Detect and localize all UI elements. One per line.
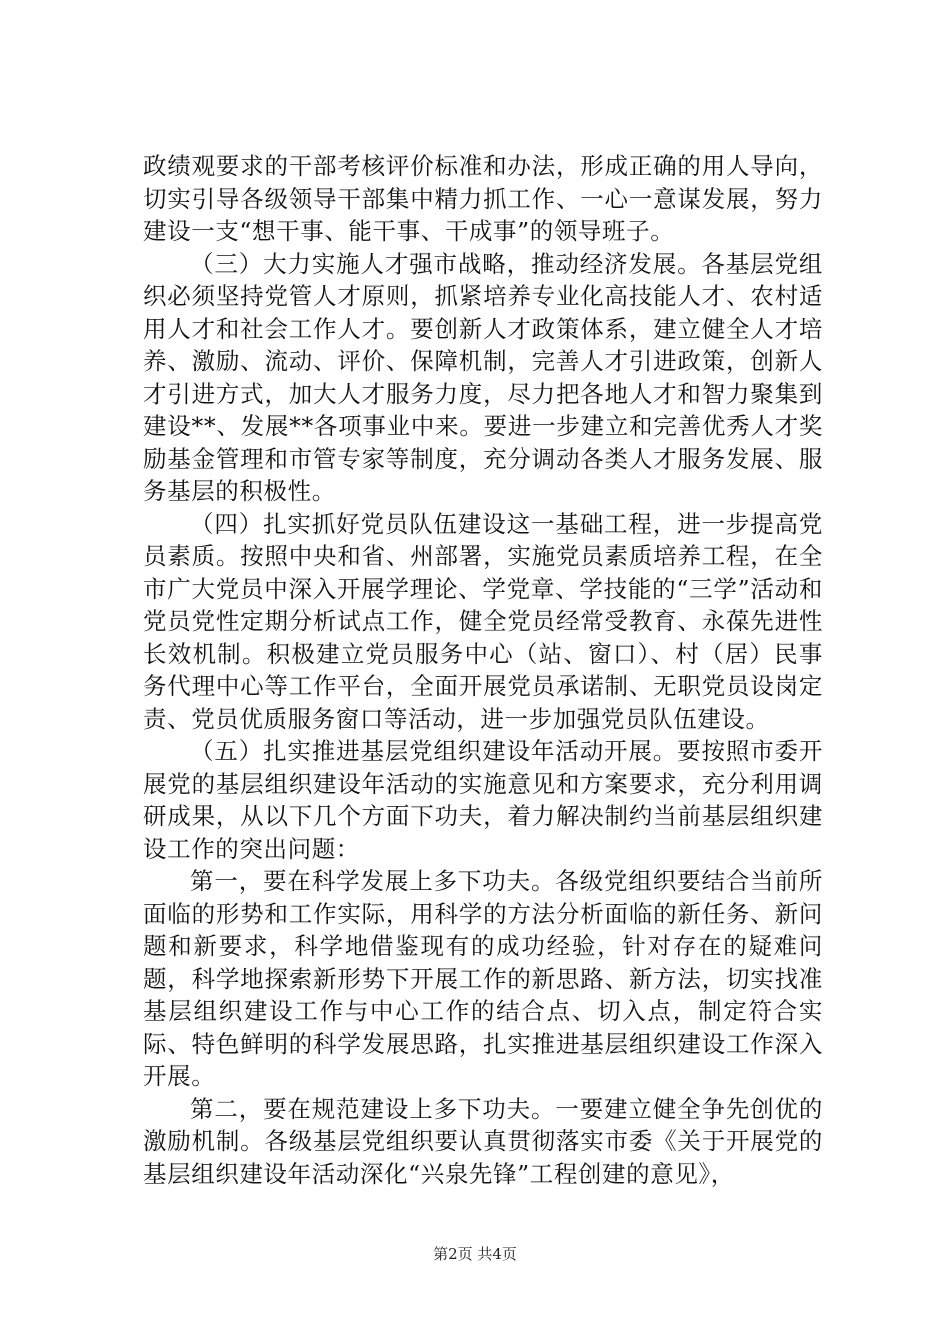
paragraph-1: 政绩观要求的干部考核评价标准和办法，形成正确的用人导向，切实引导各级领导干部集中精力抓工作、一心一意谋发展，努力建设一支“想干事、能干事、干成事”的领导班子。: [143, 152, 823, 245]
paragraph-6: 第二，要在规范建设上多下功夫。一要建立健全争先创优的激励机制。各级基层党组织要认真贯彻落实市委《关于开展党的基层组织建设年活动深化“兴泉先锋”工程创建的意见》，: [143, 1094, 823, 1188]
document-body: [143, 150, 823, 1190]
paragraph-4: （五）扎实推进基层党组织建设年活动开展。要按照市委开展党的基层组织建设年活动的实施意见和方案要求，充分利用调研成果，从以下几个方面下功夫，着力解决制约当前基层组织建设工作的突出问题：: [143, 737, 823, 863]
paragraph-3: （四）扎实抓好党员队伍建设这一基础工程，进一步提高党员素质。按照中央和省、州部署，实施党员素质培养工程，在全市广大党员中深入开展学理论、学党章、学技能的“三学”活动和党员党性定期分析试点工作，健全党员经常受教育、永葆先进性长效机制。积极建立党员服务中心（站、窗口）、村（居）民事务代理中心等工作平台，全面开展党员承诺制、无职党员设岗定责、党员优质服务窗口等活动，进一步加强党员队伍建设。: [143, 509, 823, 733]
page-number-footer: 第2页 共4页: [433, 1245, 517, 1263]
paragraph-5: 第一，要在科学发展上多下功夫。各级党组织要结合当前所面临的形势和工作实际，用科学的方法分析面临的新任务、新问题和新要求，科学地借鉴现有的成功经验，针对存在的疑难问题，科学地探索新形势下开展工作的新思路、新方法，切实找准基层组织建设工作与中心工作的结合点、切入点，制定符合实际、特色鲜明的科学发展思路，扎实推进基层组织建设工作深入开展。: [143, 867, 823, 1090]
paragraph-2: （三）大力实施人才强市战略，推动经济发展。各基层党组织必须坚持党管人才原则，抓紧培养专业化高技能人才、农村适用人才和社会工作人才。要创新人才政策体系，建立健全人才培养、激励、流动、评价、保障机制，完善人才引进政策，创新人才引进方式，加大人才服务力度，尽力把各地人才和智力聚集到建设**、发展**各项事业中来。要进一步建立和完善优秀人才奖励基金管理和市管专家等制度，充分调动各类人才服务发展、服务基层的积极性。: [143, 249, 823, 505]
